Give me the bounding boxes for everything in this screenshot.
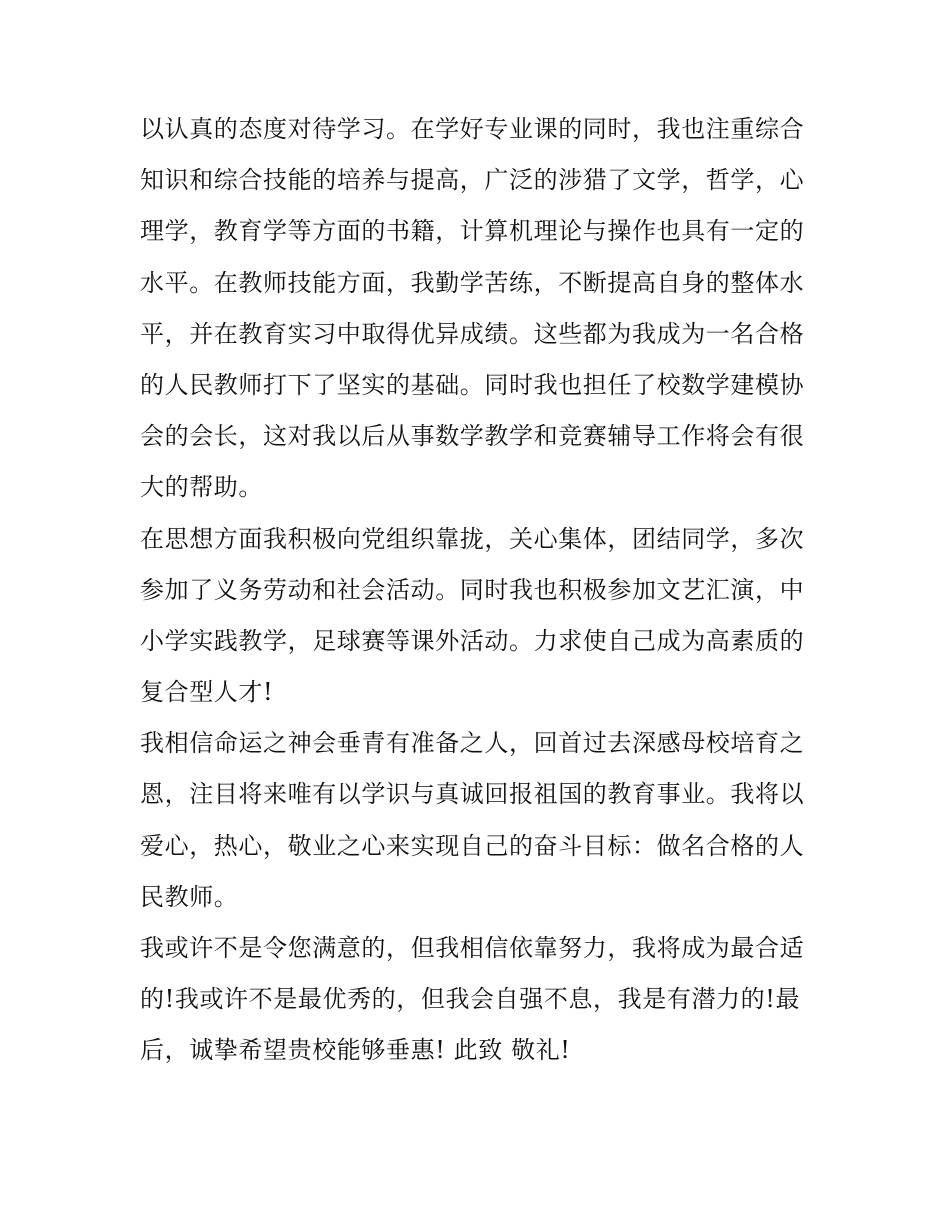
text-line: 会的会长，这对我以后从事数学教学和竞赛辅导工作将会有很: [140, 422, 805, 451]
text-line: 恩，注目将来唯有以学识与真诚回报祖国的教育事业。我将以: [140, 780, 805, 809]
text-line: 爱心，热心，敬业之心来实现自己的奋斗目标：做名合格的人: [140, 831, 805, 860]
paragraph-goal: [140, 718, 815, 923]
paragraph-closing: [140, 923, 815, 1077]
paragraph-ideology: [140, 514, 815, 719]
text-line: 理学，教育学等方面的书籍，计算机理论与操作也具有一定的: [140, 217, 805, 246]
text-line: 我相信命运之神会垂青有准备之人，回首过去深感母校培育之: [140, 729, 805, 758]
document-body: [140, 104, 815, 1077]
text-line: 以认真的态度对待学习。在学好专业课的同时，我也注重综合: [140, 115, 805, 143]
text-line: 水平。在教师技能方面，我勤学苦练，不断提高自身的整体水: [140, 268, 805, 297]
text-line: 民教师。: [140, 882, 239, 911]
text-line: 的!我或许不是最优秀的，但我会自强不息，我是有潜力的!最: [140, 985, 801, 1014]
text-line: 大的帮助。: [140, 473, 263, 502]
text-line: 的人民教师打下了坚实的基础。同时我也担任了校数学建模协: [140, 370, 805, 399]
text-line: 我或许不是令您满意的，但我相信依靠努力，我将成为最合适: [140, 934, 805, 962]
text-line: 参加了义务劳动和社会活动。同时我也积极参加文艺汇演，中: [140, 575, 805, 604]
paragraph-study: [140, 104, 815, 514]
text-line: 复合型人才!: [140, 678, 274, 707]
text-line: 在思想方面我积极向党组织靠拢，关心集体，团结同学，多次: [140, 524, 805, 553]
text-line: 小学实践教学，足球赛等课外活动。力求使自己成为高素质的: [140, 626, 805, 655]
text-line: 后，诚挚希望贵校能够垂惠! 此致 敬礼!: [140, 1036, 571, 1065]
text-line: 知识和综合技能的培养与提高，广泛的涉猎了文学，哲学，心: [140, 166, 805, 195]
text-line: 平，并在教育实习中取得优异成绩。这些都为我成为一名合格: [140, 319, 805, 348]
